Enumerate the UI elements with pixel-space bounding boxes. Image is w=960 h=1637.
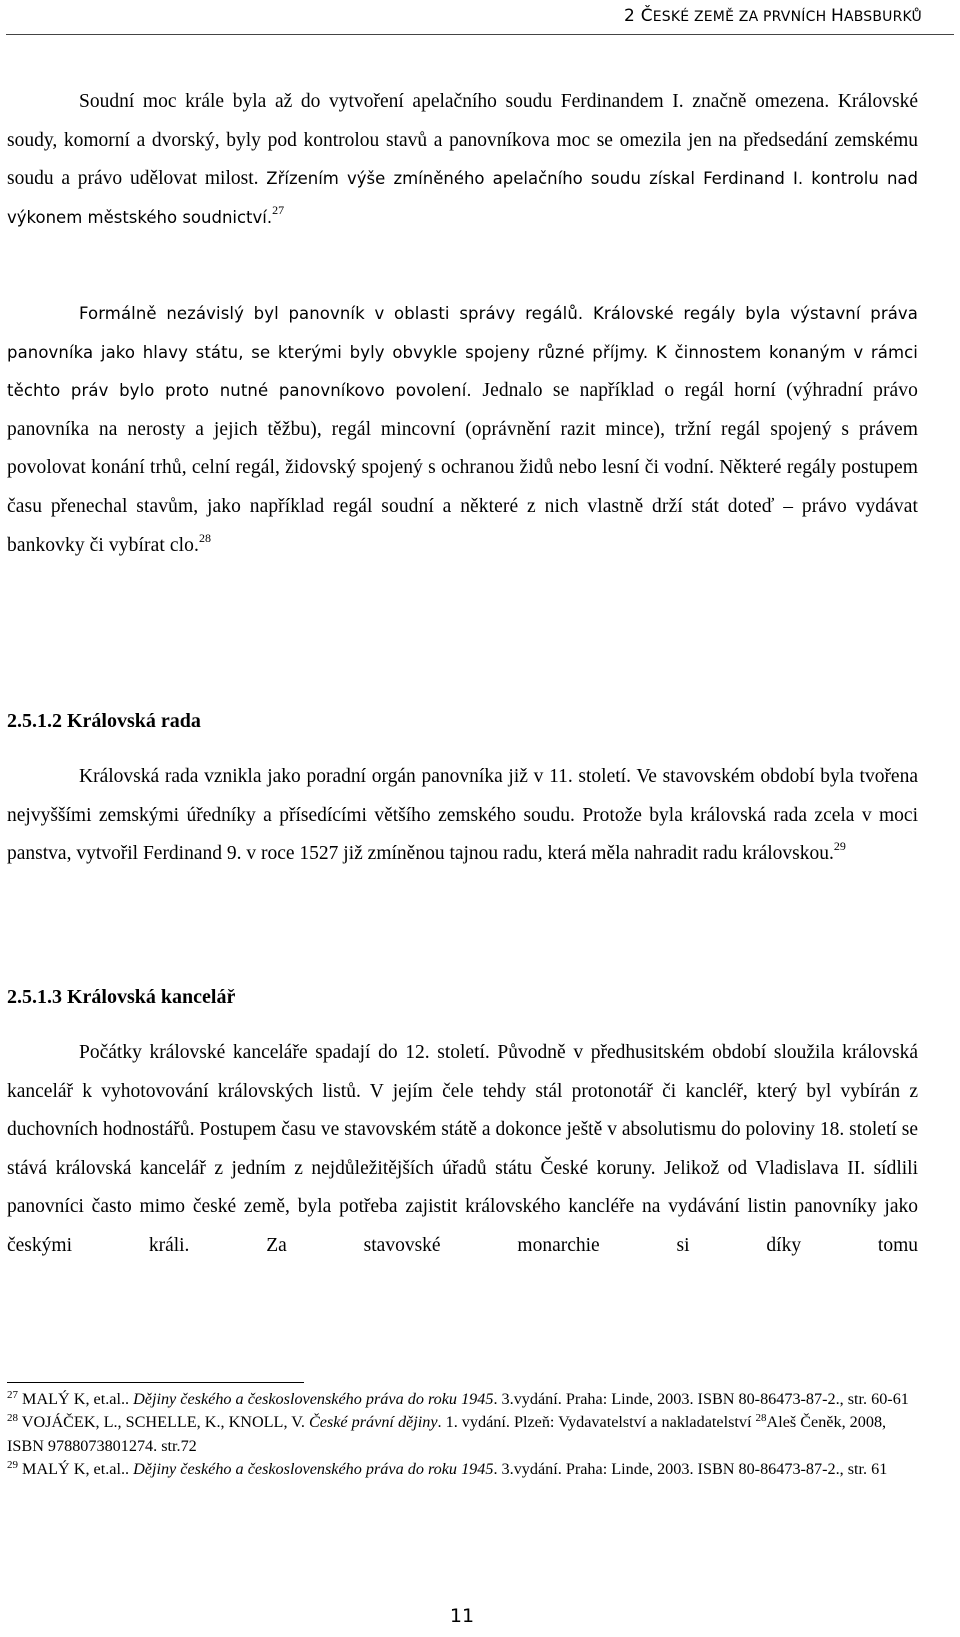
footnote-author: VOJÁČEK, L., SCHELLE, K., KNOLL, V.	[21, 1413, 309, 1432]
header-chapter-number: 2	[624, 6, 636, 26]
footnote-number: 28	[7, 1412, 18, 1425]
kancelar-text: Počátky královské kanceláře spadají do 12. století. Původně v předhusitském období sloužila královská kancelář k vyhotovování královských listů. V jejím čele tehdy stál protonotář či kancléř, který byl vybírán z duchovních hodnostářů. Postupem času ve stavovském státě a dokonce ještě v absolutismu do poloviny 18. století se stává královská kancelář z jedním z nejdůležitějších úřadů státu České koruny. Jelikož od Vladislava II. sídlili panovníci často mimo české země, byla potřeba zajistit královského kancléře na vydávání listin panovníky jako českými králi. Za stavovské monarchie si díky tomu	[7, 1042, 918, 1256]
footnote-ref-28[interactable]: 28	[198, 530, 212, 545]
footnote-author: MALÝ K, et.al..	[22, 1390, 134, 1408]
footnote-27	[7, 1388, 918, 1411]
header-rule	[6, 34, 954, 35]
footnote-ref-27[interactable]: 27	[272, 202, 285, 217]
footnote-title: Dějiny českého a československého práva do roku 1945	[133, 1460, 494, 1479]
rada-text: Královská rada vznikla jako poradní orgán panovníka již v 11. století. Ve stavovském období byla tvořena nejvyššími zemskými úředníky a přísedícími většího zemského soudu. Protože byla královská rada zcela v moci panstva, vytvořil Ferdinand 9. v roce 1527 již zmíněnou tajnou radu, která měla nahradit radu královskou.	[7, 766, 918, 865]
footnote-29	[7, 1458, 918, 1481]
section-b-p1	[7, 758, 918, 874]
header-cap-c: Č	[640, 6, 653, 26]
footnote-author: MALÝ K, et.al..	[22, 1460, 134, 1479]
running-header	[624, 6, 922, 26]
p2-serif-text: Jednalo se například o regál horní (výhradní právo panovníka na nerosty a jejich těžbu), regál mincovní (oprávnění razit mince), tržní regál spojený s právem povolovat konání trhů, celní regál, židovský spojený s ochranou židů nebo lesní či vodní. Některé regály postupem času přenechal stavům, jako například regál soudní a některé z nich vlastně drží stát doteď – právo vydávat bankovky či vybírat clo.	[7, 380, 918, 556]
footnote-number: 27	[7, 1389, 18, 1401]
footnote-publication: . 1. vydání. Plzeň: Vydavatelství a nakladatelství	[437, 1413, 756, 1432]
footnote-publication: . 3.vydání. Praha: Linde, 2003. ISBN 80-86473-87-2., str. 61	[493, 1460, 888, 1479]
footnote-number: 29	[7, 1459, 18, 1472]
footnote-title: České právní dějiny	[308, 1413, 438, 1432]
header-smallcaps-2: ABSBURKŮ	[843, 9, 922, 25]
section-a-p2	[7, 295, 918, 565]
section-a-p1	[7, 83, 918, 237]
p1-serif-text: Soudní moc krále byla až do vytvoření apelačního soudu Ferdinandem I. značně omezena. Královské soudy, komorní a dvorský, byly pod kontrolou stavů a panovníkova moc se omezila jen na předsedání zemskému soudu a právo udělovat milost.	[7, 91, 918, 190]
header-smallcaps-1: ESKÉ ZEMĚ ZA PRVNÍCH	[652, 9, 831, 25]
footnotes	[7, 1388, 918, 1482]
footnote-publication-cont: Aleš Čeněk, 2008, ISBN 9788073801274. str.72	[7, 1413, 887, 1455]
footnote-28	[7, 1411, 918, 1458]
section-c-p1	[7, 1034, 918, 1266]
p1-sans-text: Zřízením výše zmíněného apelačního soudu získal Ferdinand I. kontrolu nad výkonem městského soudnictví.	[7, 169, 918, 227]
heading-kralovska-rada: 2.5.1.2 Královská rada	[7, 710, 201, 732]
heading-kralovska-kancelar: 2.5.1.3 Královská kancelář	[7, 986, 236, 1008]
footnote-publication: . 3.vydání. Praha: Linde, 2003. ISBN 80-86473-87-2., str. 60-61	[493, 1390, 909, 1408]
page-number: 11	[449, 1605, 475, 1627]
footnote-title: Dějiny českého a československého práva do roku 1945	[133, 1390, 494, 1408]
footnote-ref-29[interactable]: 29	[833, 839, 846, 854]
footnote-separator	[7, 1382, 304, 1383]
footnote-number-inline: 28	[755, 1412, 767, 1425]
header-cap-h: H	[830, 6, 844, 26]
p2-sans-text: Formálně nezávislý byl panovník v oblasti správy regálů. Královské regály byla výstavní práva panovníka jako hlavy státu, se kterými byly obvykle spojeny různé příjmy. K činnostem konaným v rámci těchto práv bylo proto nutné panovníkovo povolení.	[7, 304, 918, 401]
